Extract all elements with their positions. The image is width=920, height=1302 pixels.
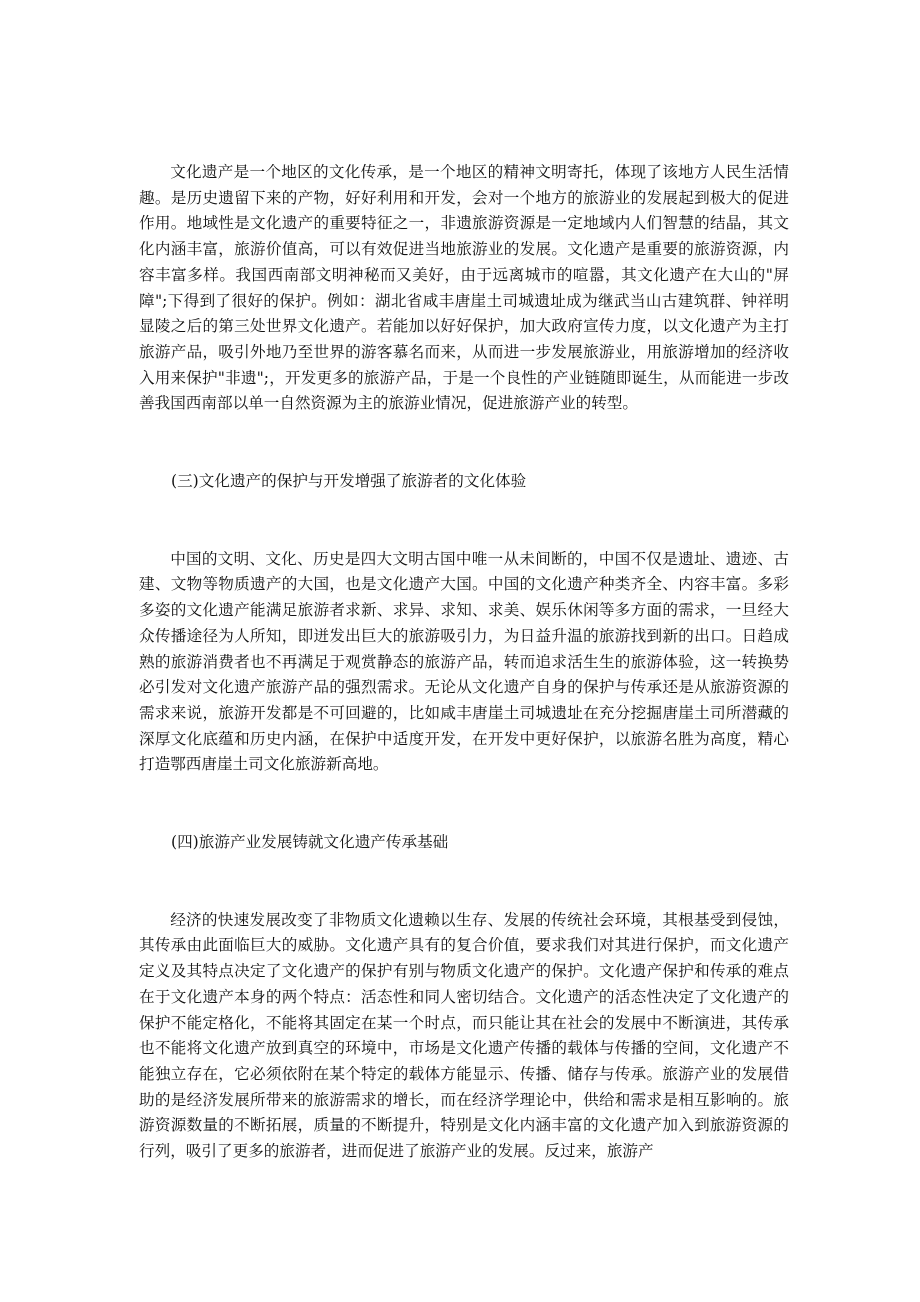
body-paragraph-3: 经济的快速发展改变了非物质文化遗赖以生存、发展的传统社会环境，其根基受到侵蚀，其传承由此面临巨大的威胁。文化遗产具有的复合价值，要求我们对其进行保护，而文化遗产定义及其特点决定了文化遗产的保护有别与物质文化遗产的保护。文化遗产保护和传承的难点在于文化遗产本身的两个特点：活态性和同人密切结合。文化遗产的活态性决定了文化遗产的保护不能定格化，不能将其固定在某一个时点，而只能让其在社会的发展中不断演进，其传承也不能将文化遗产放到真空的环境中，市场是文化遗产传播的载体与传播的空间，文化遗产不能独立存在，它必须依附在某个特定的载体方能显示、传播、储存与传承。旅游产业的发展借助的是经济发展所带来的旅游需求的增长，而在经济学理论中，供给和需求是相互影响的。旅游资源数量的不断拓展，质量的不断提升，特别是文化内涵丰富的文化遗产加入到旅游资源的行列，吸引了更多的旅游者，进而促进了旅游产业的发展。反过来，旅游产 <box>139 910 789 1161</box>
section-heading-4: (四)旅游产业发展铸就文化遗产传承基础 <box>171 833 449 852</box>
body-paragraph-2: 中国的文明、文化、历史是四大文明古国中唯一从未间断的，中国不仅是遗址、遗迹、古建、文物等物质遗产的大国，也是文化遗产大国。中国的文化遗产种类齐全、内容丰富。多彩多姿的文化遗产能满足旅游者求新、求异、求知、求美、娱乐休闲等多方面的需求，一旦经大众传播途径为人所知，即迸发出巨大的旅游吸引力，为日益升温的旅游找到新的出口。日趋成熟的旅游消费者也不再满足于观赏静态的旅游产品，转而追求活生生的旅游体验，这一转换势必引发对文化遗产旅游产品的强烈需求。无论从文化遗产自身的保护与传承还是从旅游资源的需求来说，旅游开发都是不可回避的，比如咸丰唐崖土司城遗址在充分挖掘唐崖土司所潜藏的深厚文化底蕴和历史内涵，在保护中适度开发，在开发中更好保护，以旅游名胜为高度，精心打造鄂西唐崖土司文化旅游新高地。 <box>139 549 789 774</box>
paragraph-spacer <box>139 856 789 908</box>
paragraph-spacer <box>139 417 789 469</box>
paragraph-spacer <box>139 778 789 830</box>
document-body <box>139 160 789 1165</box>
section-heading-3: (三)文化遗产的保护与开发增强了旅游者的文化体验 <box>171 472 527 491</box>
body-paragraph-1: 文化遗产是一个地区的文化传承，是一个地区的精神文明寄托，体现了该地方人民生活情趣。是历史遗留下来的产物，好好利用和开发，会对一个地方的旅游业的发展起到极大的促进作用。地域性是文化遗产的重要特征之一，非遗旅游资源是一定地域内人们智慧的结晶，其文化内涵丰富，旅游价值高，可以有效促进当地旅游业的发展。文化遗产是重要的旅游资源，内容丰富多样。我国西南部文明神秘而又美好，由于远离城市的喧嚣，其文化遗产在大山的"屏障";下得到了很好的保护。例如：湖北省咸丰唐崖土司城遗址成为继武当山古建筑群、钟祥明显陵之后的第三处世界文化遗产。若能加以好好保护，加大政府宣传力度，以文化遗产为主打旅游产品，吸引外地乃至世界的游客慕名而来，从而进一步发展旅游业，用旅游增加的经济收入用来保护"非遗";，开发更多的旅游产品，于是一个良性的产业链随即诞生，从而能进一步改善我国西南部以单一自然资源为主的旅游业情况，促进旅游产业的转型。 <box>139 163 789 413</box>
paragraph-spacer <box>139 495 789 547</box>
